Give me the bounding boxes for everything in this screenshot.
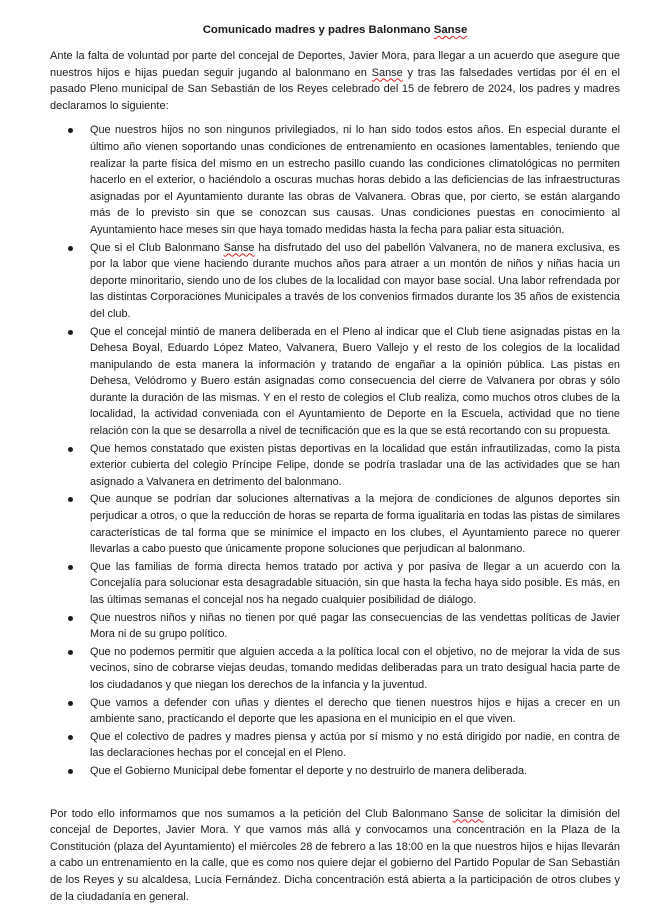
list-item-text: Que no podemos permitir que alguien acceda a la política local con el objetivo, no de mejorar la vida de sus vecinos, sino de cobrarse viejas deudas, tomando medidas deliberadas para un trato desigual hacia parte de los ciudadanos y que niegan los derechos de la infancia y la juventud. xyxy=(90,645,620,691)
list-item-text: Que nuestros niños y niñas no tienen por qué pagar las consecuencias de las vendettas políticas de Javier Mora ni de su grupo político. xyxy=(90,611,620,641)
list-item-text: Que el concejal mintió de manera deliberada en el Pleno al indicar que el Club tiene asignadas pistas en la Dehesa Boyal, Eduardo López Mateo, Valvanera, Buero Vallejo y el resto de los colegios de la localidad manipulando de esta manera la información y tratando de engañar a la opinión pública. Las pistas en Dehesa, Velódromo y Buero están asignadas como consecuencia del cierre de Valvanera por obras y sólo durante la duración de las mismas. Y en el resto de colegios el Club realiza, como muchos otros clubes de la localidad, la actividad conveniada con el Ayuntamiento de Deporte en la Escuela, actividad que no tiene relación con la que se desarrolla a nivel de tecnificación que es la que se está recortando con su propuesta. xyxy=(90,325,620,438)
intro-text-2: y tras las falsedades vertidas por él en el pasado Pleno municipal de San Sebastián de los Reyes celebrado del 15 de febrero de 2024, los padres y madres declaramos lo siguiente: xyxy=(50,66,620,112)
title-text: Comunicado madres y padres Balonmano xyxy=(202,24,434,36)
bullet-icon xyxy=(68,246,73,251)
closing-text-1: Por todo ello informamos que nos sumamos a la petición del Club Balonmano xyxy=(50,807,453,820)
list-item-text: Que hemos constatado que existen pistas deportivas en la localidad que están infrautilizadas, como la pista exterior cubierta del colegio Príncipe Felipe, donde se podría trasladar una de las actividades que se han asignado a Valvanera en detrimento del balonmano. xyxy=(90,442,620,488)
list-item xyxy=(50,644,620,694)
list-item-text-tail: ha disfrutado del uso del pabellón Valvanera, no de manera exclusiva, es por la labor que viene haciendo durante muchos años para atraer a un montón de niños y niñas hacia un deporte minoritario, siendo uno de los clubes de la localidad con mayor base social. Una labor refrendada por las distintas Corporaciones Municipales a través de los convenios firmados durante los 35 años de existencia del club. xyxy=(90,241,620,320)
list-item xyxy=(50,763,620,780)
intro-text-1: Ante la falta de voluntad por parte del concejal de Deportes, Javier Mora, para llegar a un acuerdo que asegure que nuestros hijos e hijas puedan seguir jugando al balonmano en xyxy=(50,50,620,79)
intro-flagged-word: Sanse xyxy=(371,66,403,79)
list-item-text: Que nuestros hijos no son ningunos privilegiados, ni lo han sido todos estos años. En especial durante el último año vienen soportando unas condiciones de entrenamiento en ocasiones lamentables, teniendo que realizar la parte física del mismo en un estrecho pasillo cuando las condiciones climatológicas no permiten hacerlo en el exterior, o haciéndolo a oscuras muchas horas debido a las deficiencias de las infraestructuras asignadas por el Ayuntamiento durante las obras de Valvanera. Obras que, por cierto, se están alargando más de lo previsto sin que se conozcan sus causas. Unas condiciones puestas en conocimiento al Ayuntamiento hace meses sin que haya tomado medidas hasta la fecha para paliar esta situación. xyxy=(90,124,620,236)
bullet-icon xyxy=(68,701,73,706)
closing-paragraph xyxy=(50,806,620,906)
bullet-icon xyxy=(68,330,73,335)
list-item-text: Que el colectivo de padres y madres piensa y actúa por sí mismo y no está dirigido por nadie, en contra de las declaraciones hechas por el concejal en el Pleno. xyxy=(90,730,620,760)
title-flagged-word: Sanse xyxy=(433,24,468,36)
list-item xyxy=(50,122,620,238)
bullet-icon xyxy=(68,616,73,621)
list-item-text: Que vamos a defender con uñas y dientes el derecho que tienen nuestros hijos e hijas a crecer en un ambiente sano, practicando el deporte que les apasiona en el municipio en el que viven. xyxy=(90,696,620,726)
closing-flagged-word: Sanse xyxy=(452,807,484,820)
list-item-text: Que el Gobierno Municipal debe fomentar el deporte y no destruirlo de manera deliberada. xyxy=(90,764,528,777)
list-item xyxy=(50,324,620,440)
bullet-icon xyxy=(68,565,73,570)
list-item xyxy=(50,491,620,557)
list-item xyxy=(50,441,620,491)
list-item xyxy=(50,695,620,728)
bullet-icon xyxy=(68,497,73,502)
intro-paragraph xyxy=(50,48,620,114)
bullet-icon xyxy=(68,769,73,774)
bullet-icon xyxy=(68,650,73,655)
bullet-icon xyxy=(68,447,73,452)
document-title xyxy=(50,22,620,38)
bullet-icon xyxy=(68,128,73,133)
list-item-text: Que las familias de forma directa hemos tratado por activa y por pasiva de llegar a un acuerdo con la Concejalía para solucionar esta desagradable situación, sin que hasta la fecha haya sido posible. Es más, en las últimas semanas el concejal nos ha negado cualquier posibilidad de diálogo. xyxy=(90,560,620,606)
list-item xyxy=(50,610,620,643)
declarations-list xyxy=(50,122,620,779)
list-item xyxy=(50,559,620,609)
list-item-text: Que aunque se podrían dar soluciones alternativas a la mejora de condiciones de algunos deportes sin perjudicar a otros, o que la reducción de horas se reparta de forma igualitaria en todas las pistas de similares características de tal forma que se minimice el impacto en los clubes, el Ayuntamiento parece no querer llevarlas a cabo puesto que únicamente propone soluciones que perjudican al balonmano. xyxy=(90,493,620,556)
bullet-icon xyxy=(68,735,73,740)
list-item xyxy=(50,240,620,323)
list-item-text: Que si el Club Balonmano xyxy=(90,241,224,254)
closing-text-2: de solicitar la dimisión del concejal de Deportes, Javier Mora. Y que vamos más allá y convocamos una concentración en la Plaza de la Constitución (plaza del Ayuntamiento) el miércoles 28 de febrero a las 18:00 en la que nuestros hijos e hijas llevarán a cabo un entrenamiento en la calle, que es como nos quiere dejar el gobierno del Partido Popular de San Sebastián de los Reyes y su alcaldesa, Lucía Fernández. Dicha concentración está abierta a la participación de otros clubes y de la ciudadanía en general. xyxy=(50,807,621,903)
list-item xyxy=(50,729,620,762)
list-item-flagged-word: Sanse xyxy=(223,241,255,254)
